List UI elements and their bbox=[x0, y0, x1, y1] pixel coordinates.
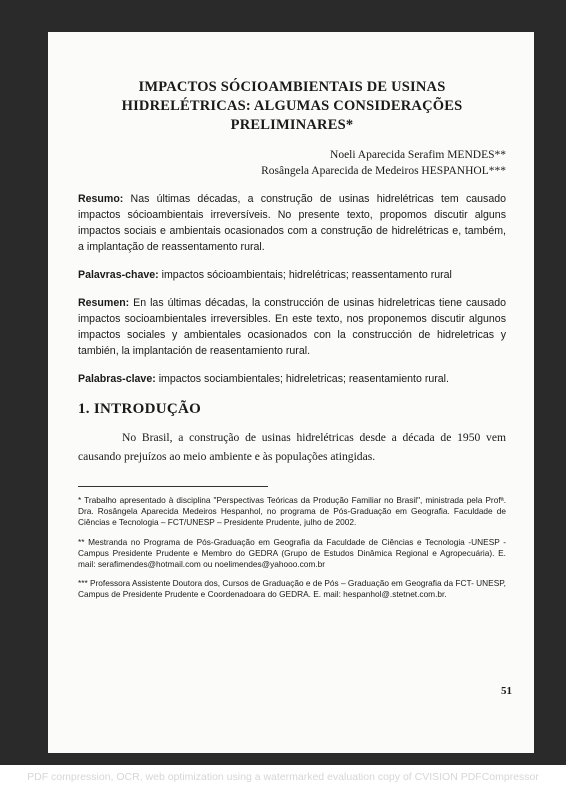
palavras-chave-paragraph bbox=[78, 267, 506, 283]
resumen-text: En las últimas décadas, la construcción de usinas hidreletricas tiene causado impactos socioambientales irreversibles. En este texto, nos proponemos discutir algunos impactos sociales y ambientales ocasionados con la construcción de hidreletricas y también, la implantación de reasentamiento rural. bbox=[78, 297, 506, 357]
author-1: Noeli Aparecida Serafim MENDES** bbox=[330, 149, 506, 161]
resumen-paragraph bbox=[78, 295, 506, 359]
intro-paragraph: No Brasil, a construção de usinas hidrelétricas desde a década de 1950 vem causando prejuízos ao meio ambiente e às populações atingidas. bbox=[78, 431, 506, 463]
footnote-3: *** Professora Assistente Doutora dos, Cursos de Graduação e de Pós – Graduação em Geografia da FCT- UNESP, Campus de Presidente Prudente e Coordenadoara do GEDRA. E. mail: hespanhol@.stetnet.com.br. bbox=[78, 578, 506, 600]
footnote-1: * Trabalho apresentado à disciplina "Perspectivas Teóricas da Produção Familiar no Brasil", ministrada pela Profª. Dra. Rosângela Aparecida Medeiros Hespanhol, no programa de Pós-Graduação em Geografia. Faculdade de Ciências e Tecnologia – FCT/UNESP – Presidente Prudente, julho de 2002. bbox=[78, 495, 506, 528]
page-number: 51 bbox=[501, 685, 512, 697]
palabras-clave-paragraph bbox=[78, 371, 506, 387]
resumo-text: Nas últimas décadas, a construção de usinas hidrelétricas tem causado impactos sócioambientais irreversíveis. No presente texto, propomos discutir alguns impactos sociais e ambientais ocasionados com a construção de hidrelétricas e, também, a implantação de reassentamento rural. bbox=[78, 193, 506, 253]
palavras-chave-text: impactos sócioambientais; hidrelétricas; reassentamento rural bbox=[158, 269, 452, 281]
section-heading: 1. INTRODUÇÃO bbox=[78, 401, 202, 417]
palabras-clave-label: Palabras-clave: bbox=[78, 373, 156, 385]
footnote-divider bbox=[78, 486, 268, 487]
resumo-label: Resumo: bbox=[78, 193, 124, 205]
author-list bbox=[78, 147, 506, 179]
palavras-chave-label: Palavras-chave: bbox=[78, 269, 159, 281]
paper-title: IMPACTOS SÓCIOAMBIENTAIS DE USINAS HIDRELÉTRICAS: ALGUMAS CONSIDERAÇÕES PRELIMINARES* bbox=[121, 79, 463, 133]
footnote-2: ** Mestranda no Programa de Pós-Graduação em Geografia da Faculdade de Ciências e Tecnologia -UNESP - Campus Presidente Prudente e Membro do GEDRA (Grupo de Estudos Dinâmica Regional e Agropecuária). E. mail: serafimendes@hotmail.com ou noelimendes@yahooo.com.br bbox=[78, 536, 506, 570]
watermark-text: PDF compression, OCR, web optimization using a watermarked evaluation copy of CVISION PDFCompressor bbox=[27, 771, 539, 783]
author-2: Rosângela Aparecida de Medeiros HESPANHOL*** bbox=[261, 165, 506, 177]
document-page bbox=[48, 32, 534, 753]
resumen-label: Resumen: bbox=[78, 297, 130, 309]
resumo-paragraph bbox=[78, 191, 506, 255]
palabras-clave-text: impactos sociambientales; hidreletricas; reasentamiento rural. bbox=[155, 373, 449, 385]
